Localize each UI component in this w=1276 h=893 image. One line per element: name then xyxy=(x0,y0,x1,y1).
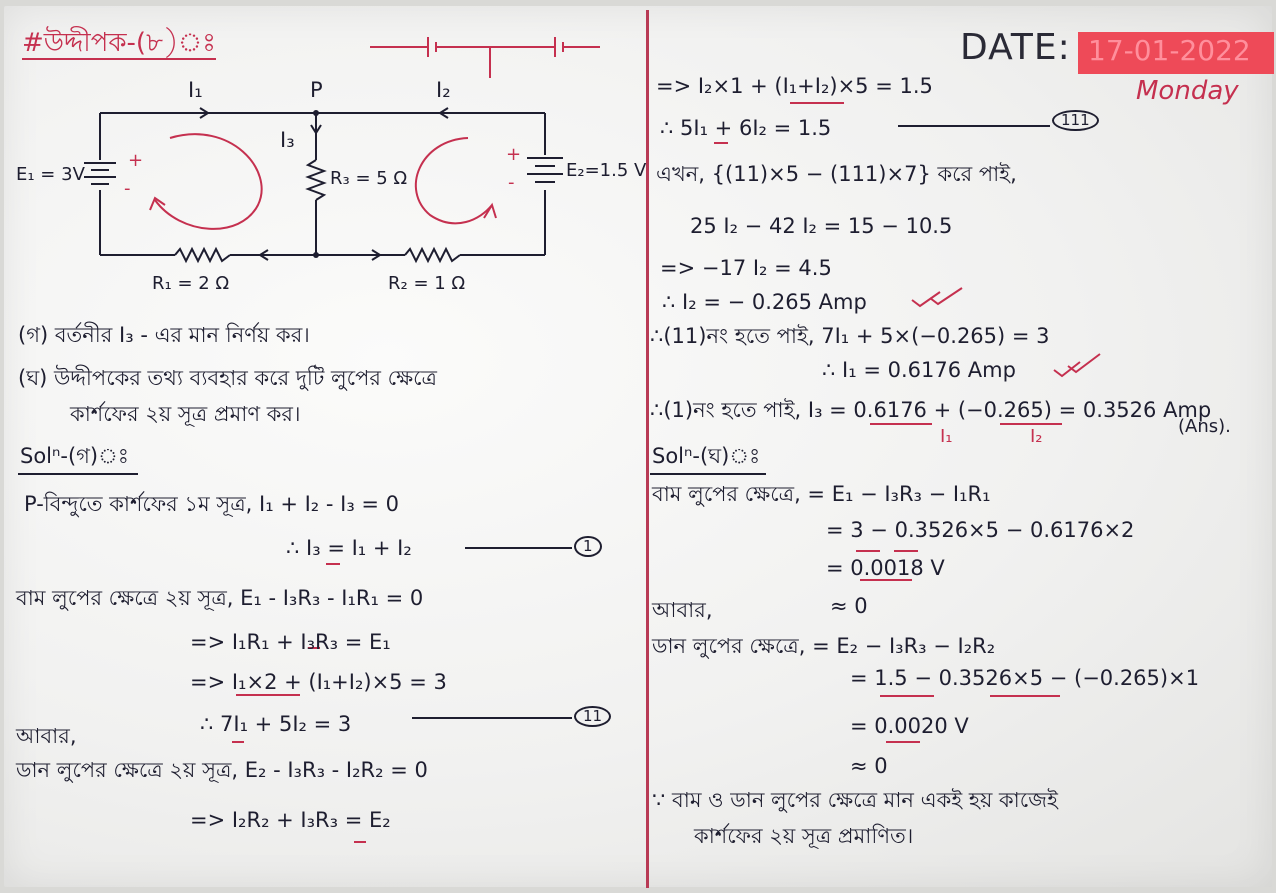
solution-gha-heading: Solⁿ-(ঘ)ঃ xyxy=(652,444,761,468)
sol-gha-line: কার্শফের ২য় সূত্র প্রমাণিত। xyxy=(694,824,914,848)
under-label-I2: I₂ xyxy=(1030,426,1043,447)
current-label-I1: I₁ xyxy=(188,78,203,102)
problem-title: #উদ্দীপক-(৮)ঃ xyxy=(22,28,217,58)
under-label-I1: I₁ xyxy=(940,426,953,447)
question-gha-line1: (ঘ) উদ্দীপকের তথ্য ব্যবহার করে দুটি লুপের ক্ষেত্রে xyxy=(18,366,437,390)
node-label-P: P xyxy=(310,78,323,102)
sol-gha-line: বাম লুপের ক্ষেত্রে, = E₁ − I₃R₃ − I₁R₁ xyxy=(652,482,991,506)
right-line: => −17 I₂ = 4.5 xyxy=(660,256,832,280)
e1-minus-sign: - xyxy=(124,178,131,199)
resistor-label-R2: R₂ = 1 Ω xyxy=(388,273,466,294)
right-line: ∴ 5I₁ + 6I₂ = 1.5 xyxy=(660,116,832,140)
right-line: 25 I₂ − 42 I₂ = 15 − 10.5 xyxy=(690,214,953,238)
e2-plus-sign: + xyxy=(506,144,522,165)
right-line: => I₂×1 + (I₁+I₂)×5 = 1.5 xyxy=(656,74,933,98)
sol-gha-line: = 1.5 − 0.3526×5 − (−0.265)×1 xyxy=(850,666,1200,690)
equation-tag-111: 111 xyxy=(1052,110,1099,131)
sol-gha-line: ∵ বাম ও ডান লুপের ক্ষেত্রে মান একই হয় কাজেই xyxy=(652,788,1058,812)
day-label: Monday xyxy=(1136,76,1239,106)
ans-label: (Ans). xyxy=(1178,416,1231,437)
resistor-label-R1: R₁ = 2 Ω xyxy=(152,273,230,294)
sol-gha-line: ≈ 0 xyxy=(850,754,888,778)
sol-ga-line: বাম লুপের ক্ষেত্রে ২য় সূত্র, E₁ - I₃R₃ - I₁R₁ = 0 xyxy=(16,586,424,610)
sol-gha-line: = 0.0020 V xyxy=(850,714,969,738)
sol-gha-line: ডান লুপের ক্ষেত্রে, = E₂ − I₃R₃ − I₂R₂ xyxy=(652,634,996,658)
date-value: 17-01-2022 xyxy=(1088,34,1251,67)
sol-ga-line: আবার, xyxy=(16,724,77,748)
sol-ga-line: ডান লুপের ক্ষেত্রে ২য় সূত্র, E₂ - I₃R₃ - I₂R₂ = 0 xyxy=(16,758,428,782)
e2-minus-sign: - xyxy=(508,172,515,193)
header-battery-sketch xyxy=(370,37,600,78)
sol-ga-line: => I₁R₁ + I₃R₃ = E₁ xyxy=(190,630,391,654)
sol-gha-line: = 3 − 0.3526×5 − 0.6176×2 xyxy=(826,518,1135,542)
sol-gha-line: = 0.0018 V xyxy=(826,556,945,580)
right-line: ∴(11)নং হতে পাই, 7I₁ + 5×(−0.265) = 3 xyxy=(650,324,1050,348)
question-ga: (গ) বর্তনীর I₃ - এর মান নির্ণয় কর। xyxy=(18,323,310,347)
sol-gha-line: আবার, xyxy=(652,598,713,622)
sol-ga-line: P-বিন্দুতে কার্শফের ১ম সূত্র, I₁ + I₂ - I₃ = 0 xyxy=(24,492,400,516)
question-gha-line2: কার্শফের ২য় সূত্র প্রমাণ কর। xyxy=(70,402,301,426)
sol-ga-line: => I₁×2 + (I₁+I₂)×5 = 3 xyxy=(190,670,447,694)
current-label-I3: I₃ xyxy=(280,128,295,152)
equation-tag-1: 1 xyxy=(574,536,602,557)
date-label: DATE: xyxy=(960,27,1071,68)
e1-plus-sign: + xyxy=(128,150,144,171)
resistor-label-R3: R₃ = 5 Ω xyxy=(330,168,408,189)
equation-tag-11: 11 xyxy=(574,706,611,727)
right-line: ∴ I₂ = − 0.265 Amp xyxy=(662,290,867,314)
sol-ga-line: ∴ I₃ = I₁ + I₂ xyxy=(286,536,412,560)
emf-label-E1: E₁ = 3V xyxy=(16,164,85,185)
current-label-I2: I₂ xyxy=(436,78,451,102)
sol-ga-line: ∴ 7I₁ + 5I₂ = 3 xyxy=(200,712,352,736)
right-line: এখন, {(11)×5 − (111)×7} করে পাই, xyxy=(656,162,1017,186)
emf-label-E2: E₂=1.5 V xyxy=(566,160,647,181)
sol-gha-line: ≈ 0 xyxy=(830,594,868,618)
sol-ga-line: => I₂R₂ + I₃R₃ = E₂ xyxy=(190,808,391,832)
right-line: ∴(1)নং হতে পাই, I₃ = 0.6176 + (−0.265) = 0.3526 Amp xyxy=(650,398,1212,422)
solution-ga-heading: Solⁿ-(গ)ঃ xyxy=(20,444,129,468)
right-line: ∴ I₁ = 0.6176 Amp xyxy=(822,358,1016,382)
